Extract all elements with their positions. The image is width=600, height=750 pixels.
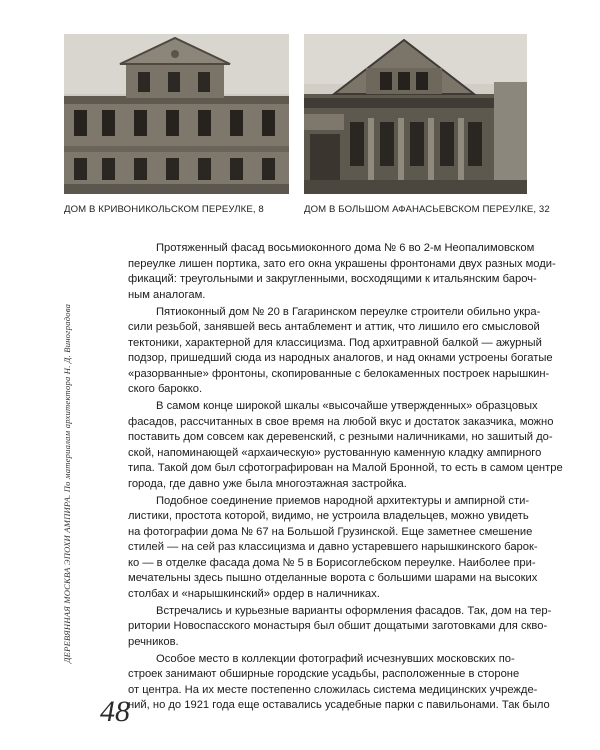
house-photo-left-drawing bbox=[64, 34, 289, 194]
text-line: ко — в отделке фасада дома № 5 в Борисоглебском переулке. Наиболее при- bbox=[128, 556, 536, 569]
text-line: тектоники, характерной для классицизма. Под архитравной балкой — ажурный bbox=[128, 336, 542, 349]
text-line: ского барокко. bbox=[128, 383, 203, 395]
paragraph-5 bbox=[128, 604, 552, 651]
body-text bbox=[128, 241, 563, 715]
text-line: мечательны здесь пышно отделанные ворота с большими шарами на высоких bbox=[128, 572, 538, 584]
text-line: Встречались и курьезные варианты оформления фасадов. Так, дом на тер- bbox=[156, 604, 552, 617]
text-line: Подобное соединение приемов народной архитектуры и ампирной сти- bbox=[156, 494, 530, 507]
text-line: ным аналогам. bbox=[128, 288, 206, 301]
photo-caption-left: ДОМ В КРИВОНИКОЛЬСКОМ ПЕРЕУЛКЕ, 8 bbox=[64, 204, 264, 215]
photo-house-krivonikolsky bbox=[64, 34, 289, 194]
text-line: фасадов, рассчитанных в свое время на любой вкус и достаток заказчика, можно bbox=[128, 415, 554, 428]
text-line: стилей — на сей раз классицизма и давно устаревшего нарышкинского барок- bbox=[128, 541, 538, 553]
text-line: В самом конце широкой шкалы «высочайше утвержденных» образцовых bbox=[156, 400, 538, 412]
text-line: на фотографии дома № 67 на Большой Грузинской. Еще заметнее смешение bbox=[128, 525, 533, 538]
text-line: типа. Такой дом был сфотографирован на Малой Бронной, то есть в самом центре bbox=[128, 462, 563, 474]
text-line: Пятиоконный дом № 20 в Гагаринском переулке строители обильно укра- bbox=[156, 305, 541, 318]
paragraph-1 bbox=[128, 241, 556, 303]
text-line: речников. bbox=[128, 635, 179, 648]
text-line: сили резьбой, занявшей весь антаблемент и аттик, что лишило его смысловой bbox=[128, 321, 540, 333]
text-line: «разорванные» фронтоны, скопированные с белокаменных построек нарышкин- bbox=[128, 367, 550, 380]
text-line: города, где давно уже была многоэтажная застройка. bbox=[128, 477, 407, 490]
text-line: переулке лишен портика, зато его окна украшены фронтонами двух разных моди- bbox=[128, 257, 556, 270]
text-line: подзор, пришедший сюда из народных аналогов, и над окнами устроены богатые bbox=[128, 352, 553, 364]
running-side-header: ДЕРЕВЯННАЯ МОСКВА ЭПОХИ АМПИРА. По материалам архитектора Н. Д. Виноградова bbox=[62, 303, 72, 663]
photo-caption-right: ДОМ В БОЛЬШОМ АФАНАСЬЕВСКОМ ПЕРЕУЛКЕ, 32 bbox=[304, 204, 550, 215]
text-line: Протяженный фасад восьмиоконного дома № 6 во 2-м Неопалимовском bbox=[156, 242, 535, 254]
house-photo-right-drawing bbox=[304, 34, 527, 194]
text-line: ритории Новоспасского монастыря был обшит дощатыми заготовками для скво- bbox=[128, 620, 548, 632]
text-line: от центра. На их месте постепенно сложилась система медицинских учрежде- bbox=[128, 683, 538, 696]
photo-house-afanasyevsky bbox=[304, 34, 527, 194]
text-line: листики, простота которой, видимо, не устроила владельцев, можно увидеть bbox=[128, 510, 529, 522]
text-line: столбах и «нарышкинский» ордер в наличниках. bbox=[128, 587, 380, 600]
paragraph-6 bbox=[128, 652, 550, 714]
text-line: фикаций: треугольными и закругленными, восходящими к итальянским бароч- bbox=[128, 273, 537, 285]
paragraph-2 bbox=[128, 305, 553, 398]
text-line: строек занимают обширные городские усадьбы, расположенные в стороне bbox=[128, 668, 520, 680]
paragraph-4 bbox=[128, 494, 538, 603]
text-line: поставить дом совсем как деревенский, с резными наличниками, но зашитый до- bbox=[128, 431, 553, 443]
text-line: ской, напоминающей «архаическую» рустованную каменную кладку ампирного bbox=[128, 446, 542, 459]
text-line: ний, но до 1921 года еще оставались усадебные парки с павильонами. Так было bbox=[128, 699, 550, 711]
paragraph-3 bbox=[128, 399, 563, 492]
text-line: Особое место в коллекции фотографий исчезнувших московских по- bbox=[156, 652, 515, 665]
page-number: 48 bbox=[100, 695, 130, 728]
